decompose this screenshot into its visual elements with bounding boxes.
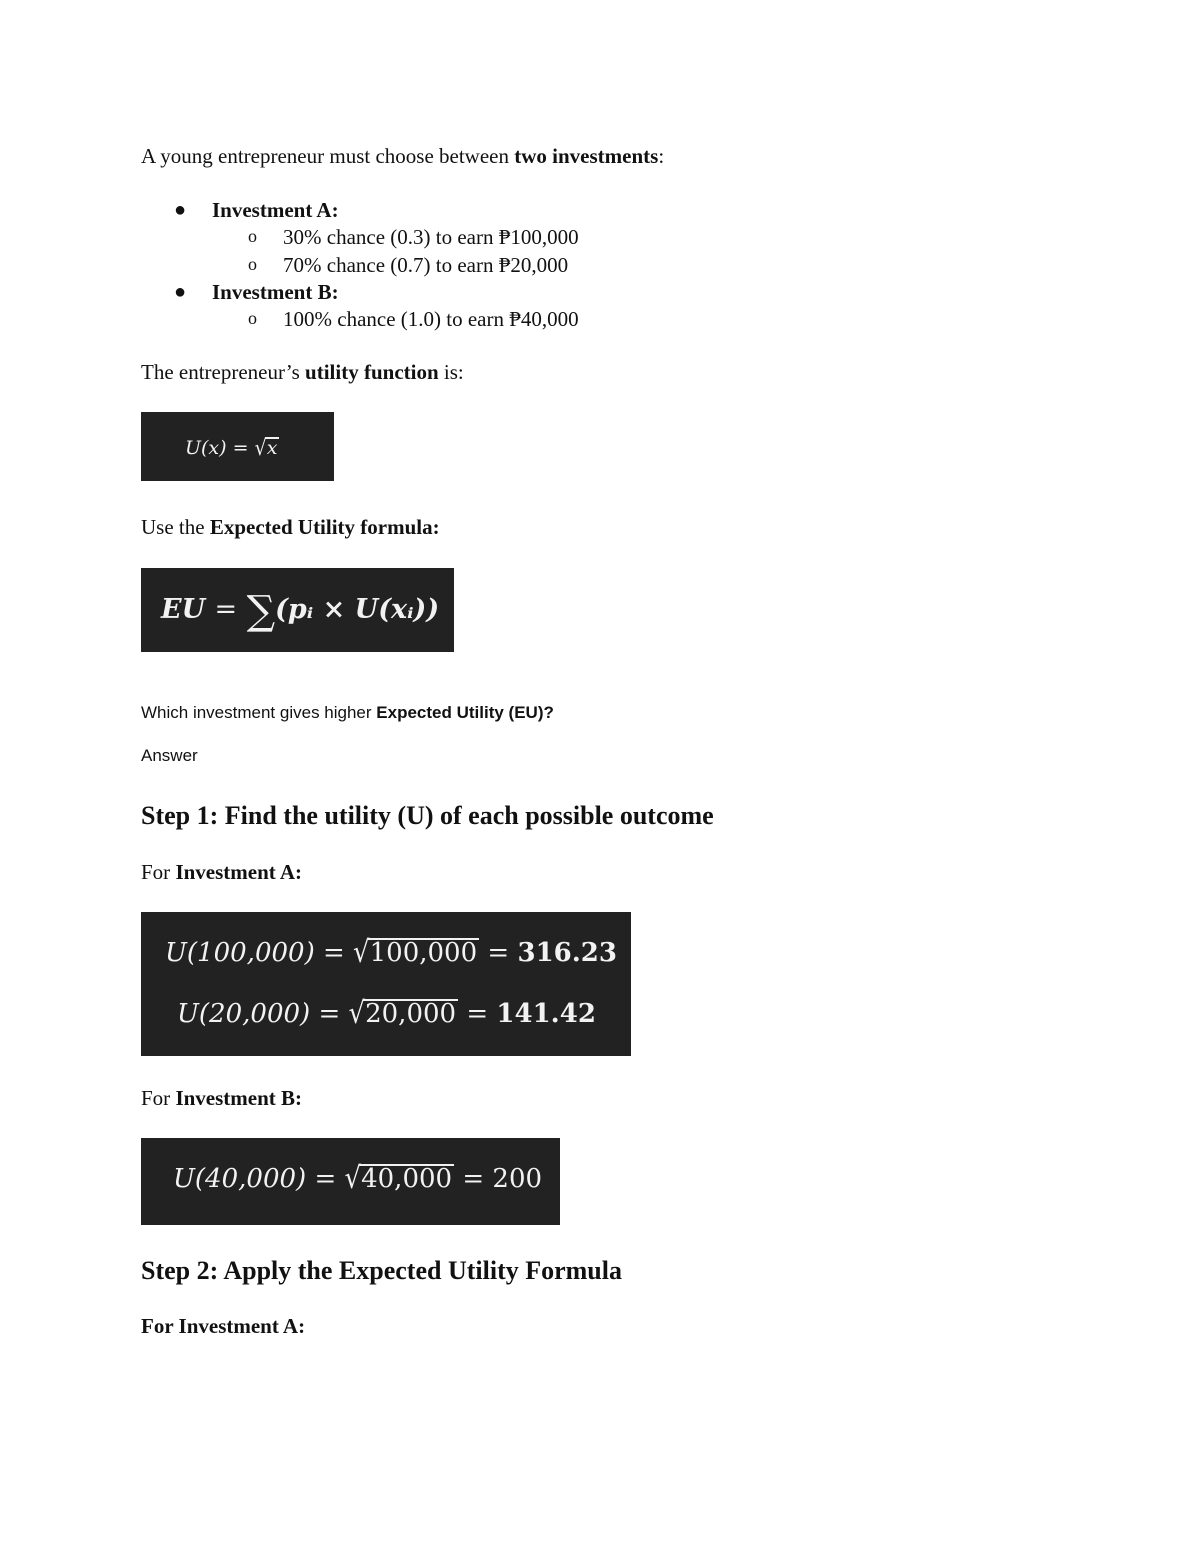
utility-intro-suffix: is:	[438, 360, 464, 384]
sqrt-icon: √	[353, 935, 370, 971]
investment-b-outcome-1: 100% chance (1.0) to earn ₱40,000	[283, 307, 579, 331]
utility-formula-box	[141, 412, 334, 481]
sqrt-icon: √	[348, 996, 366, 1032]
u40k-result: 200	[492, 1164, 543, 1194]
eu-intro-bold: Expected Utility formula:	[209, 515, 440, 539]
step1-for-b-prefix: For	[141, 1086, 176, 1110]
step1-for-a	[141, 860, 302, 885]
step1-heading: Step 1: Find the utility (U) of each possible outcome	[141, 801, 714, 830]
utility-intro-bold: utility function	[305, 360, 439, 384]
utility-lhs: U(x)	[185, 437, 227, 459]
intro-text: A young entrepreneur must choose between	[141, 144, 515, 168]
step1-for-b	[141, 1086, 302, 1111]
eu-intro-text: Use the	[141, 515, 210, 539]
sqrt-icon: √	[254, 435, 267, 461]
investment-a-outcome-2: 70% chance (0.7) to earn ₱20,000	[283, 253, 569, 277]
step2-heading: Step 2: Apply the Expected Utility Formula	[141, 1256, 622, 1285]
u20k-radicand: 20,000	[365, 999, 457, 1029]
step1-for-a-prefix: For	[141, 860, 176, 884]
u20k-result: 141.42	[496, 999, 596, 1029]
sum-icon: ∑	[246, 588, 276, 634]
step1-b-formula-box: U(40,000) = √40,000 = 200	[141, 1138, 560, 1225]
u100k-radicand: 100,000	[369, 938, 478, 968]
eu-op: =	[214, 594, 238, 625]
sqrt-icon: √	[344, 1161, 362, 1197]
answer-label: Answer	[141, 746, 198, 765]
utility-op: =	[232, 437, 249, 459]
u40k-lhs: U(40,000)	[173, 1164, 307, 1194]
step2-for-a: For Investment A:	[141, 1314, 306, 1338]
step1-for-b-bold: Investment B:	[175, 1086, 303, 1110]
circle-bullet-icon: o	[248, 308, 257, 328]
question-prefix: Which investment gives higher	[141, 703, 377, 722]
utility-radicand: x	[266, 437, 278, 459]
investment-a-outcome-1: 30% chance (0.3) to earn ₱100,000	[283, 225, 579, 249]
eu-rhs: (pᵢ × U(xᵢ))	[275, 594, 440, 625]
eu-intro	[141, 515, 440, 540]
step1-for-a-bold: Investment A:	[175, 860, 303, 884]
u100k-lhs: U(100,000)	[165, 938, 315, 968]
intro-paragraph	[141, 144, 664, 169]
bullet-icon: ●	[174, 281, 187, 303]
step1-a-formula-box: U(100,000) = √100,000 = 316.23 U(20,000) = √20,000 = 141.42	[141, 912, 631, 1056]
question-bold: Expected Utility (EU)?	[376, 703, 554, 722]
eu-formula-box	[141, 568, 454, 652]
circle-bullet-icon: o	[248, 226, 257, 246]
question-text	[141, 703, 554, 723]
eu-lhs: EU	[161, 594, 206, 625]
investment-b-label: Investment B:	[212, 280, 339, 304]
bullet-icon: ●	[174, 199, 187, 221]
circle-bullet-icon: o	[248, 254, 257, 274]
intro-suffix: :	[658, 144, 665, 168]
utility-intro	[141, 360, 464, 385]
u20k-lhs: U(20,000)	[177, 999, 311, 1029]
u100k-result: 316.23	[517, 938, 617, 968]
utility-intro-text: The entrepreneur’s	[141, 360, 306, 384]
u40k-radicand: 40,000	[361, 1164, 453, 1194]
intro-bold: two investments	[514, 144, 659, 168]
investment-a-label: Investment A:	[212, 198, 339, 222]
